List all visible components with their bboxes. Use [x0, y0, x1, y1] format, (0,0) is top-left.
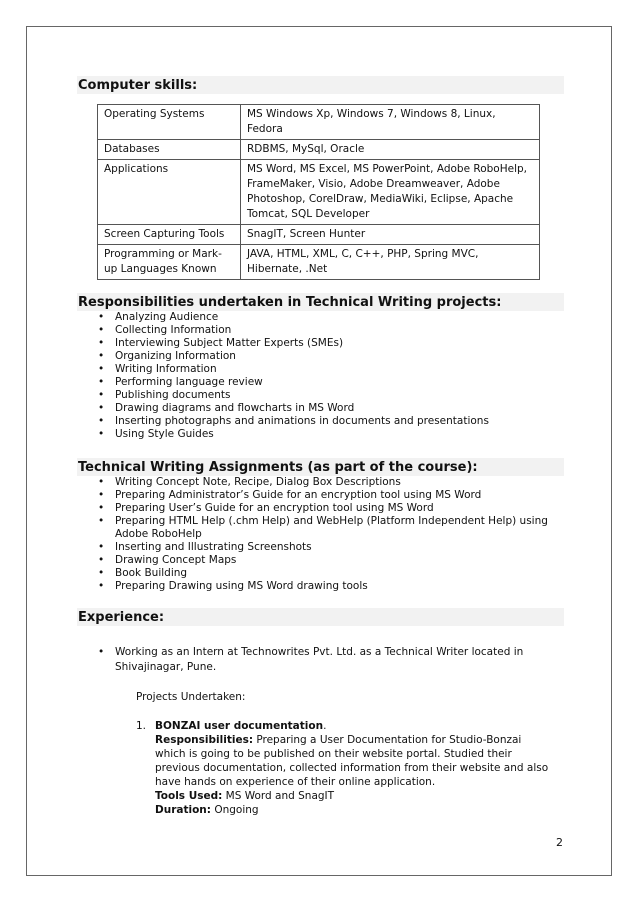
page-number: 2	[556, 836, 563, 849]
skills-row	[98, 245, 540, 280]
bullet-icon: •	[98, 376, 105, 388]
responsibilities-heading: Responsibilities undertaken in Technical Writing projects:	[77, 293, 564, 311]
list-item	[98, 415, 564, 428]
experience-heading: Experience:	[77, 608, 564, 626]
list-item-text: Drawing diagrams and flowcharts in MS Word	[115, 402, 355, 414]
list-item-text: Book Building	[115, 567, 188, 579]
document-content	[77, 76, 564, 817]
tools-label: Tools Used:	[155, 790, 223, 802]
skills-value: RDBMS, MySql, Oracle	[241, 140, 540, 160]
bullet-icon: •	[98, 515, 105, 527]
bullet-icon: •	[98, 554, 105, 566]
bullet-icon: •	[98, 350, 105, 362]
list-item-text: Publishing documents	[115, 389, 231, 401]
projects-label: Projects Undertaken:	[136, 691, 246, 703]
duration-label: Duration:	[155, 804, 211, 816]
bullet-icon: •	[98, 502, 105, 514]
list-item	[98, 580, 564, 593]
responsibilities-text: Preparing a User Documentation for Studio-Bonzai which is going to be published on their website portal. Studied their previous documentation, collected information from their website and also have hands on experience of their online application.	[155, 734, 549, 788]
skills-category: Applications	[98, 160, 241, 225]
skills-value: JAVA, HTML, XML, C, C++, PHP, Spring MVC, Hibernate, .Net	[241, 245, 540, 280]
skills-row	[98, 105, 540, 140]
bullet-icon: •	[98, 580, 105, 592]
bullet-icon: •	[98, 337, 105, 349]
list-item-text: Using Style Guides	[115, 428, 214, 440]
duration-text: Ongoing	[214, 804, 259, 816]
list-item-text: Organizing Information	[115, 350, 236, 362]
assignments-list	[77, 476, 564, 593]
list-item	[98, 515, 564, 541]
list-item	[98, 541, 564, 554]
experience-item	[77, 645, 564, 675]
list-item-text: Preparing User’s Guide for an encryption tool using MS Word	[115, 502, 434, 514]
list-item-text: Preparing Drawing using MS Word drawing tools	[115, 580, 368, 592]
responsibilities-list	[77, 311, 564, 441]
list-item-text: Performing language review	[115, 376, 263, 388]
skills-value: MS Word, MS Excel, MS PowerPoint, Adobe RoboHelp, FrameMaker, Visio, Adobe Dreamweaver, Adobe Photoshop, CorelDraw, MediaWiki, Eclipse, Apache Tomcat, SQL Developer	[241, 160, 540, 225]
bullet-icon: •	[98, 415, 105, 427]
list-item-text: Analyzing Audience	[115, 311, 219, 323]
computer-skills-heading: Computer skills:	[77, 76, 564, 94]
project-title-line	[155, 719, 555, 733]
list-item	[98, 554, 564, 567]
bullet-icon: •	[98, 324, 105, 336]
skills-category: Databases	[98, 140, 241, 160]
bullet-icon: •	[98, 567, 105, 579]
list-item	[98, 324, 564, 337]
computer-skills-table	[97, 104, 540, 280]
bullet-icon: •	[98, 541, 105, 553]
list-item-text: Writing Concept Note, Recipe, Dialog Box Descriptions	[115, 476, 401, 488]
list-item-text: Interviewing Subject Matter Experts (SMEs)	[115, 337, 344, 349]
list-item	[98, 389, 564, 402]
bullet-icon: •	[98, 428, 105, 440]
skills-row	[98, 140, 540, 160]
list-item-text: Preparing HTML Help (.chm Help) and WebHelp (Platform Independent Help) using Adobe RoboHelp	[115, 515, 548, 540]
list-item	[98, 567, 564, 580]
skills-category: Operating Systems	[98, 105, 241, 140]
project-title: BONZAI user documentation	[155, 720, 324, 732]
experience-text: Working as an Intern at Technowrites Pvt. Ltd. as a Technical Writer located in Shivajinagar, Pune.	[115, 646, 524, 673]
list-item	[98, 428, 564, 441]
skills-category: Programming or Mark-up Languages Known	[98, 245, 241, 280]
list-item	[98, 476, 564, 489]
project-title-suffix: .	[323, 720, 327, 732]
tools-text: MS Word and SnagIT	[225, 790, 335, 802]
list-item	[98, 402, 564, 415]
list-item	[98, 311, 564, 324]
skills-row	[98, 160, 540, 225]
skills-category: Screen Capturing Tools	[98, 225, 241, 245]
list-item-text: Collecting Information	[115, 324, 232, 336]
project-number: 1.	[136, 720, 147, 732]
list-item	[98, 489, 564, 502]
list-item-text: Preparing Administrator’s Guide for an encryption tool using MS Word	[115, 489, 482, 501]
bullet-icon: •	[98, 389, 105, 401]
skills-row	[98, 225, 540, 245]
bullet-icon: •	[98, 402, 105, 414]
list-item	[98, 363, 564, 376]
bullet-icon: •	[98, 646, 105, 658]
list-item	[98, 350, 564, 363]
project-responsibilities	[155, 733, 555, 789]
list-item-text: Inserting and Illustrating Screenshots	[115, 541, 312, 553]
bullet-icon: •	[98, 476, 105, 488]
list-item-text: Drawing Concept Maps	[115, 554, 237, 566]
list-item	[98, 502, 564, 515]
responsibilities-label: Responsibilities:	[155, 734, 254, 746]
list-item	[98, 337, 564, 350]
project-item	[136, 719, 555, 817]
bullet-icon: •	[98, 363, 105, 375]
project-tools	[155, 789, 555, 803]
list-item-text: Inserting photographs and animations in documents and presentations	[115, 415, 489, 427]
list-item	[98, 376, 564, 389]
skills-value: MS Windows Xp, Windows 7, Windows 8, Linux, Fedora	[241, 105, 540, 140]
list-item-text: Writing Information	[115, 363, 217, 375]
project-duration	[155, 803, 555, 817]
bullet-icon: •	[98, 311, 105, 323]
skills-value: SnagIT, Screen Hunter	[241, 225, 540, 245]
assignments-heading: Technical Writing Assignments (as part of the course):	[77, 458, 564, 476]
bullet-icon: •	[98, 489, 105, 501]
